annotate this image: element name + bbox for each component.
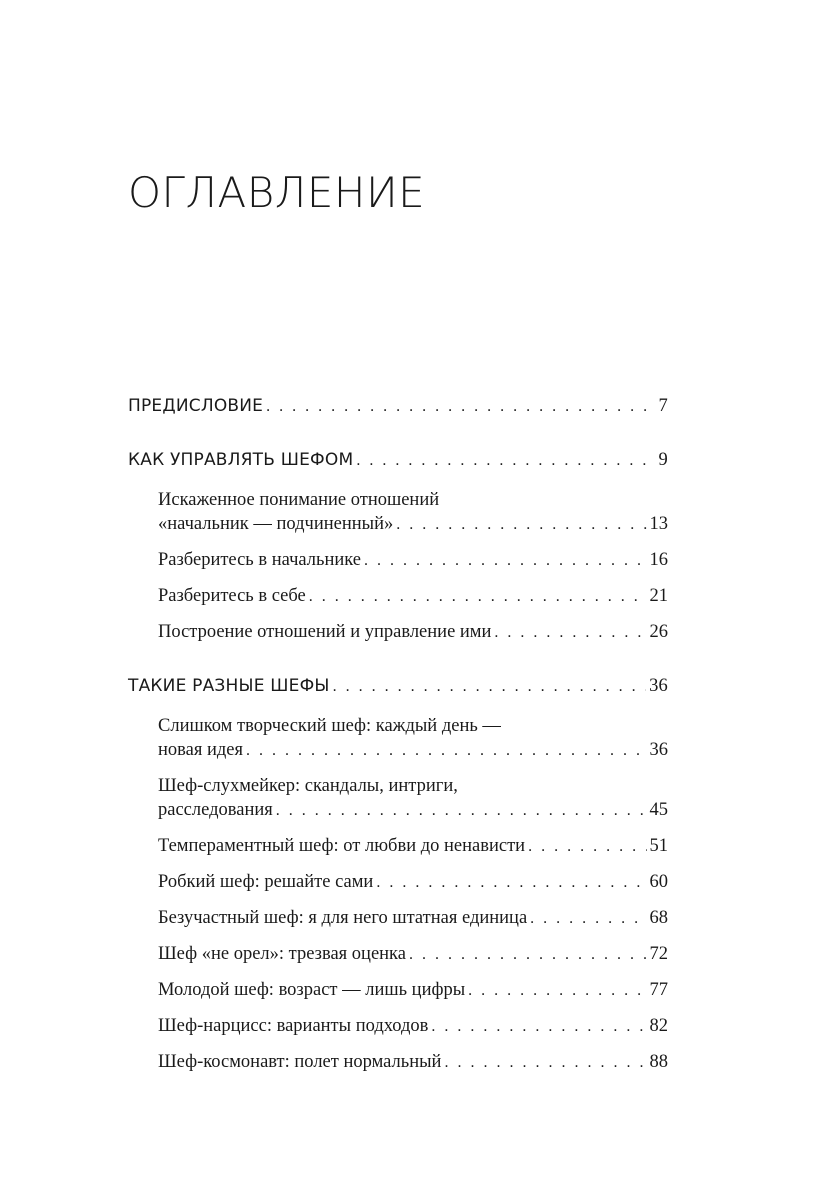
page-number: 45: [649, 800, 668, 820]
toc-section-various-bosses[interactable]: [128, 672, 668, 700]
leader-dots: [364, 549, 647, 573]
leader-dots: [333, 673, 646, 701]
page-number: 9: [658, 450, 668, 470]
leader-dots: [356, 447, 655, 475]
page-number: 21: [649, 586, 668, 606]
entry-label: новая идея: [158, 740, 244, 760]
page-number: 51: [649, 836, 668, 856]
entry-label: Шеф-космонавт: полет нормальный: [158, 1052, 442, 1072]
toc-section-manage-boss[interactable]: [128, 446, 668, 474]
page-number: 68: [649, 908, 668, 928]
page-number: 7: [658, 396, 668, 416]
entry-label: Молодой шеф: возраст — лишь цифры: [158, 980, 466, 1000]
leader-dots: [444, 1051, 646, 1075]
toc-entry[interactable]: [128, 1014, 668, 1039]
leader-dots: [409, 943, 647, 967]
leader-dots: [468, 979, 646, 1003]
page-number: 13: [649, 514, 668, 534]
entry-label-line1: Шеф-слухмейкер: скандалы, интриги,: [158, 776, 458, 796]
entry-label-line1: Слишком творческий шеф: каждый день —: [158, 716, 501, 736]
toc-section-preface[interactable]: [128, 392, 668, 420]
page-number: 88: [649, 1052, 668, 1072]
toc-entry[interactable]: [128, 834, 668, 859]
entry-label: расследования: [158, 800, 273, 820]
entry-label: Безучастный шеф: я для него штатная единица: [158, 908, 528, 928]
section-label: КАК УПРАВЛЯТЬ ШЕФОМ: [128, 450, 354, 470]
entry-label-line1: Искаженное понимание отношений: [158, 490, 440, 510]
toc-entry[interactable]: [128, 714, 668, 763]
page-number: 26: [649, 622, 668, 642]
page-number: 77: [649, 980, 668, 1000]
toc-entry[interactable]: [128, 774, 668, 823]
toc-entry[interactable]: [128, 906, 668, 931]
table-of-contents: [128, 392, 668, 1086]
entry-label: Темпераментный шеф: от любви до ненависти: [158, 836, 526, 856]
toc-entry[interactable]: [128, 978, 668, 1003]
leader-dots: [530, 907, 646, 931]
leader-dots: [494, 621, 646, 645]
entry-label: Построение отношений и управление ими: [158, 622, 492, 642]
section-label: ТАКИЕ РАЗНЫЕ ШЕФЫ: [128, 676, 330, 696]
entry-label: Разберитесь в себе: [158, 586, 306, 606]
toc-entry[interactable]: [128, 488, 668, 537]
entry-label: «начальник — подчиненный»: [158, 514, 394, 534]
page-number: 36: [649, 676, 668, 696]
entry-label: Шеф «не орел»: трезвая оценка: [158, 944, 406, 964]
page-number: 36: [649, 740, 668, 760]
leader-dots: [309, 585, 647, 609]
entry-label: Шеф-нарцисс: варианты подходов: [158, 1016, 429, 1036]
toc-entry[interactable]: [128, 584, 668, 609]
toc-entry[interactable]: [128, 548, 668, 573]
toc-entry[interactable]: [128, 870, 668, 895]
leader-dots: [276, 799, 647, 823]
leader-dots: [431, 1015, 646, 1039]
page-number: 16: [649, 550, 668, 570]
leader-dots: [376, 871, 646, 895]
section-label: ПРЕДИСЛОВИЕ: [128, 396, 264, 416]
page-number: 72: [649, 944, 668, 964]
entry-label: Разберитесь в начальнике: [158, 550, 361, 570]
page-title: ОГЛАВЛЕНИЕ: [128, 168, 426, 217]
toc-entry[interactable]: [128, 942, 668, 967]
toc-entry[interactable]: [128, 1050, 668, 1075]
page-number: 82: [649, 1016, 668, 1036]
leader-dots: [396, 513, 646, 537]
leader-dots: [246, 739, 646, 763]
page-number: 60: [649, 872, 668, 892]
toc-entry[interactable]: [128, 620, 668, 645]
leader-dots: [528, 835, 646, 859]
leader-dots: [266, 393, 655, 421]
entry-label: Робкий шеф: решайте сами: [158, 872, 374, 892]
